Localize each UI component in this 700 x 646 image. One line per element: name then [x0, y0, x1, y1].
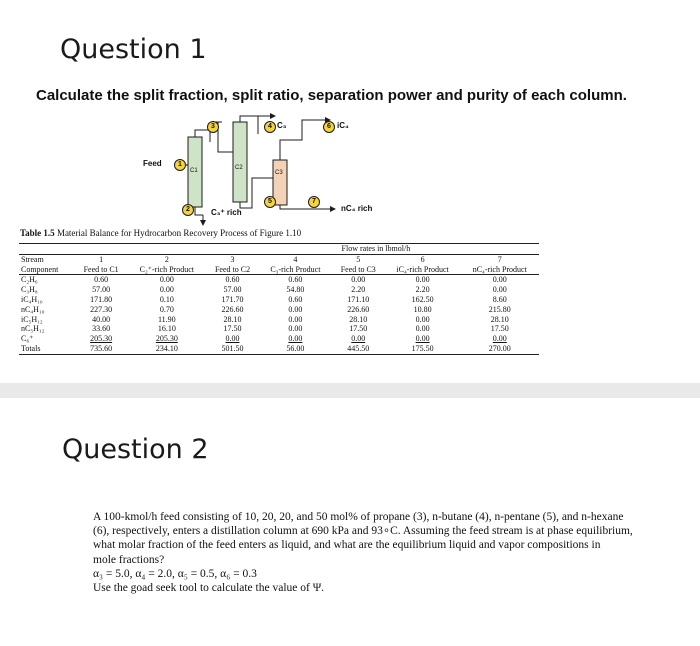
stream-num-3: 3 [230, 254, 235, 264]
stream-name-6: iC₄-rich Product [396, 264, 449, 274]
flow-cell: 33.60 [92, 324, 111, 334]
stream-2-arrow [200, 220, 206, 226]
flow-cell: 226.60 [221, 304, 244, 314]
flow-cell: 215.80 [488, 304, 511, 314]
process-flow-diagram [130, 112, 570, 227]
column-c1-label: C1 [190, 168, 198, 174]
stream-badge-4: 4 [264, 121, 276, 133]
stream-4-arrow [270, 113, 276, 119]
question-2-line-4: mole fractions? [93, 553, 165, 566]
flow-cell: 0.00 [492, 275, 507, 285]
flow-cell: 0.60 [225, 275, 240, 285]
flow-cell: 11.90 [157, 314, 176, 324]
table-row [19, 334, 539, 344]
flow-cell: 171.80 [90, 294, 113, 304]
flow-cell: 0.10 [159, 294, 174, 304]
totals-label: Totals [21, 343, 41, 353]
stream-2-label: C₃⁺ rich [211, 208, 242, 217]
total-5: 445.50 [347, 343, 370, 353]
component-name: C₆⁺ [21, 334, 34, 344]
stream-num-6: 6 [420, 254, 425, 264]
flow-cell: 17.50 [349, 324, 368, 334]
material-balance-table [19, 243, 539, 355]
stream-badge-1: 1 [174, 159, 186, 171]
flow-cell: 0.00 [415, 334, 430, 344]
table-body [19, 275, 539, 344]
stream-name-3: Feed to C2 [214, 264, 251, 274]
flow-cell: 10.80 [413, 304, 432, 314]
flow-cell: 0.00 [351, 334, 366, 344]
flow-cell: 57.00 [223, 285, 242, 295]
flow-cell: 40.00 [92, 314, 111, 324]
table-row [19, 285, 539, 295]
stream-6-label: iC₄ [337, 121, 349, 130]
stream-name-4: C₃-rich Product [270, 264, 321, 274]
flow-cell: 0.00 [492, 285, 507, 295]
flow-cell: 171.10 [347, 294, 370, 304]
stream-num-1: 1 [99, 254, 104, 264]
component-name: C₂H₆ [21, 275, 38, 285]
table-row [19, 315, 539, 325]
total-1: 735.60 [90, 343, 113, 353]
total-3: 501.50 [221, 343, 244, 353]
flow-cell: 226.60 [347, 304, 370, 314]
flow-cell: 0.00 [288, 314, 303, 324]
stream-badge-7: 7 [308, 196, 320, 208]
flow-cell: 171.70 [221, 294, 244, 304]
total-2: 234.10 [155, 343, 178, 353]
column-c3-label: C3 [275, 170, 283, 176]
stream-num-4: 4 [293, 254, 298, 264]
stream-name-2: C₂⁺-rich Product [139, 264, 194, 274]
stream-name-7: nC₄-rich Product [472, 264, 527, 274]
flow-cell: 205.30 [155, 334, 178, 344]
flow-cell: 0.00 [415, 324, 430, 334]
question-2-line-2: (6), respectively, enters a distillation column at 690 kPa and 93∘C. Assuming the feed stream is at phase equilibrium, [93, 525, 633, 538]
flow-cell: 8.60 [492, 294, 507, 304]
stream-badge-3: 3 [207, 121, 219, 133]
component-header: Component [21, 264, 59, 274]
column-c2 [233, 122, 247, 202]
table-caption [20, 228, 301, 238]
table-row [19, 295, 539, 305]
stream-badge-5: 5 [264, 196, 276, 208]
flow-cell: 28.10 [223, 314, 242, 324]
question-2-line-1: A 100-kmol/h feed consisting of 10, 20, 20, and 50 mol% of propane (3), n-butane (4), n-pentane (5), and n-hexane [93, 511, 624, 523]
flow-cell: 0.00 [492, 334, 507, 344]
component-name: nC₄H₁₀ [21, 304, 45, 314]
question-2-line-3: what molar fraction of the feed enters as liquid, and what are the equilibrium liquid and vapor compositions in [93, 539, 601, 552]
flow-cell: 205.30 [90, 334, 113, 344]
flow-cell: 162.50 [411, 294, 434, 304]
component-name: iC₄H₁₀ [21, 294, 43, 304]
stream-name-1: Feed to C1 [83, 264, 119, 274]
stream-7-line [280, 205, 330, 209]
flow-cell: 0.00 [159, 275, 174, 285]
flow-cell: 28.10 [349, 314, 368, 324]
flow-cell: 16.10 [157, 324, 176, 334]
flow-cell: 0.00 [288, 334, 303, 344]
flow-cell: 0.00 [351, 275, 366, 285]
question-2-slide [0, 398, 700, 646]
stream-num-5: 5 [356, 254, 361, 264]
stream-num-7: 7 [497, 254, 502, 264]
total-7: 270.00 [488, 343, 511, 353]
c1-bottom-line [195, 207, 203, 215]
stream-6-line [280, 120, 325, 160]
flow-cell: 0.00 [415, 314, 430, 324]
flow-cell: 28.10 [490, 314, 509, 324]
flow-cell: 0.00 [288, 324, 303, 334]
stream-7-arrow [330, 206, 336, 212]
question-2-instruction: Use the goad seek tool to calculate the value of Ψ. [93, 582, 325, 595]
stream-badge-2: 2 [182, 204, 194, 216]
stream-header: Stream [21, 254, 44, 264]
flow-cell: 0.00 [415, 275, 430, 285]
flow-cell: 2.20 [415, 285, 430, 295]
stream-4-label: C₃ [277, 121, 287, 130]
table-caption-text: Material Balance for Hydrocarbon Recovery Process of Figure 1.10 [56, 228, 302, 238]
flow-cell: 0.00 [225, 334, 240, 344]
flow-cell: 227.30 [90, 304, 113, 314]
flow-cell: 17.50 [223, 324, 242, 334]
total-6: 175.50 [411, 343, 434, 353]
table-row [19, 305, 539, 315]
flow-cell: 0.00 [159, 285, 174, 295]
flow-cell: 0.70 [159, 304, 174, 314]
flow-cell: 0.60 [288, 294, 303, 304]
flow-cell: 57.00 [92, 285, 111, 295]
stream-badge-6: 6 [323, 121, 335, 133]
stream-num-2: 2 [164, 254, 169, 264]
component-name: C₃H₈ [21, 285, 38, 295]
flow-cell: 0.60 [288, 275, 303, 285]
flow-cell: 0.60 [94, 275, 109, 285]
question-2-title: Question 2 [62, 434, 209, 465]
question-1-prompt: Calculate the split fraction, split ratio, separation power and purity of each column. [36, 87, 627, 104]
stream-name-5: Feed to C3 [340, 264, 376, 274]
component-name: nC₅H₁₂ [21, 324, 45, 334]
flow-rate-header: Flow rates in lbmol/h [341, 244, 411, 253]
column-c2-label: C2 [235, 165, 243, 171]
flow-cell: 2.20 [351, 285, 366, 295]
question-2-body [93, 510, 653, 595]
question-1-title: Question 1 [60, 34, 207, 65]
flow-cell: 54.80 [286, 285, 305, 295]
stream-7-label: nC₄ rich [341, 204, 373, 213]
table-number: Table 1.5 [20, 228, 55, 238]
table-row [19, 275, 539, 285]
question-2-alphas: α₃ = 5.0, α₄ = 2.0, α₅ = 0.5, α₆ = 0.3 [93, 567, 257, 580]
total-4: 56.00 [286, 343, 305, 353]
flow-cell: 0.00 [288, 304, 303, 314]
flow-cell: 17.50 [490, 324, 509, 334]
feed-label: Feed [143, 159, 162, 168]
table-row [19, 324, 539, 334]
component-name: iC₅H₁₂ [21, 314, 43, 324]
